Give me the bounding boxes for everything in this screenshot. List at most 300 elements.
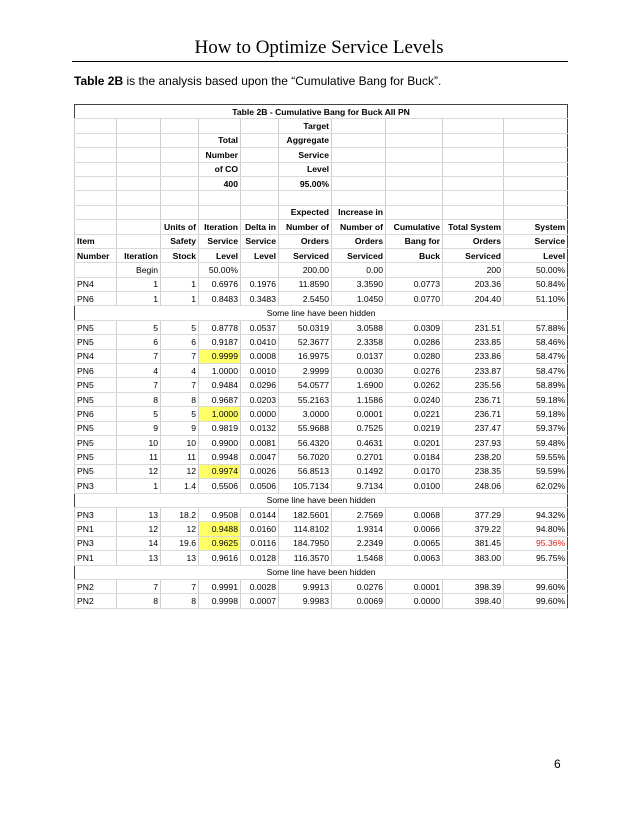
table-cell: 59.37% <box>504 421 568 435</box>
header-cell <box>75 176 117 190</box>
column-header: Cumulative <box>386 220 443 234</box>
table-cell: 50.00% <box>504 263 568 277</box>
page-title: How to Optimize Service Levels <box>194 37 444 58</box>
table-cell: 9.9983 <box>279 594 332 608</box>
column-header: Orders <box>332 234 386 248</box>
item-number-cell: PN3 <box>75 507 117 521</box>
table-row <box>75 392 568 406</box>
item-number-cell: PN5 <box>75 392 117 406</box>
header-cell <box>386 176 443 190</box>
table-cell: 59.55% <box>504 450 568 464</box>
table-cell: 0.0219 <box>386 421 443 435</box>
table-cell: 62.02% <box>504 479 568 493</box>
table-cell: 2.2349 <box>332 536 386 550</box>
header-cell: Service <box>279 148 332 162</box>
column-header: Serviced <box>443 248 504 262</box>
table-row <box>75 507 568 521</box>
page-number: 6 <box>554 757 561 771</box>
table-cell: 0.0221 <box>386 407 443 421</box>
column-header: Service <box>241 234 279 248</box>
column-header: Expected <box>279 205 332 219</box>
table-cell: 9.9913 <box>279 579 332 593</box>
empty-cell <box>117 191 161 205</box>
header-cell <box>117 119 161 133</box>
table-cell: 3.3590 <box>332 277 386 291</box>
header-cell <box>386 162 443 176</box>
table-cell: 8 <box>117 594 161 608</box>
header-cell <box>443 162 504 176</box>
column-header <box>241 205 279 219</box>
table-row <box>75 450 568 464</box>
table-cell: 2.3358 <box>332 335 386 349</box>
header-cell <box>241 162 279 176</box>
table-cell: 95.75% <box>504 551 568 565</box>
table-cell: 116.3570 <box>279 551 332 565</box>
header-cell <box>199 119 241 133</box>
table-cell: 0.0276 <box>332 579 386 593</box>
column-header: Units of <box>161 220 199 234</box>
table-row <box>75 579 568 593</box>
table-cell: 0.0001 <box>386 579 443 593</box>
table-cell: 0.0081 <box>241 435 279 449</box>
table-cell: 13 <box>117 507 161 521</box>
table-cell: 0.0030 <box>332 364 386 378</box>
table-cell: 0.0262 <box>386 378 443 392</box>
table-cell: 238.20 <box>443 450 504 464</box>
table-cell: 1.0000 <box>199 407 241 421</box>
header-cell <box>504 162 568 176</box>
table-cell: 233.86 <box>443 349 504 363</box>
table-cell: 9 <box>161 421 199 435</box>
item-number-cell: PN5 <box>75 464 117 478</box>
table-row <box>75 464 568 478</box>
header-cell <box>241 176 279 190</box>
table-cell: 0.9625 <box>199 536 241 550</box>
table-cell: 0.0116 <box>241 536 279 550</box>
table-cell: 0.3483 <box>241 292 279 306</box>
table-cell: 2.5450 <box>279 292 332 306</box>
table-cell: 5 <box>117 407 161 421</box>
empty-cell <box>161 191 199 205</box>
table-cell: 50.00% <box>199 263 241 277</box>
bang-for-buck-table <box>74 104 568 609</box>
table-cell: 248.06 <box>443 479 504 493</box>
column-header: Iteration <box>199 220 241 234</box>
table-cell: 114.8102 <box>279 522 332 536</box>
item-number-cell: PN1 <box>75 551 117 565</box>
column-header <box>161 205 199 219</box>
table-cell: 7 <box>161 378 199 392</box>
column-header: Serviced <box>332 248 386 262</box>
item-number-cell: PN5 <box>75 450 117 464</box>
header-cell <box>332 119 386 133</box>
table-cell: 52.3677 <box>279 335 332 349</box>
header-cell <box>332 162 386 176</box>
column-header: Level <box>199 248 241 262</box>
table-cell: 16.9975 <box>279 349 332 363</box>
header-cell <box>332 148 386 162</box>
table-cell: 379.22 <box>443 522 504 536</box>
intro-text: is the analysis based upon the “Cumulative Bang for Buck”. <box>123 74 442 88</box>
table-cell: 0.0773 <box>386 277 443 291</box>
table-cell: 203.36 <box>443 277 504 291</box>
item-number-cell: PN3 <box>75 479 117 493</box>
table-cell: 0.0008 <box>241 349 279 363</box>
table-cell: 1.5468 <box>332 551 386 565</box>
table-cell: 59.18% <box>504 407 568 421</box>
column-header: Level <box>504 248 568 262</box>
table-row <box>75 349 568 363</box>
table-cell: 11 <box>161 450 199 464</box>
table-cell: 4 <box>117 364 161 378</box>
table-cell: 0.0063 <box>386 551 443 565</box>
table-cell: 235.56 <box>443 378 504 392</box>
header-cell <box>241 148 279 162</box>
table-cell: 0.0068 <box>386 507 443 521</box>
header-cell <box>332 133 386 147</box>
column-header: Number of <box>332 220 386 234</box>
item-number-cell: PN4 <box>75 277 117 291</box>
table-cell: 0.9819 <box>199 421 241 435</box>
header-cell: Target <box>279 119 332 133</box>
table-cell: 58.46% <box>504 335 568 349</box>
table-cell: 54.0577 <box>279 378 332 392</box>
table-cell: 14 <box>117 536 161 550</box>
table-row <box>75 407 568 421</box>
header-cell <box>75 133 117 147</box>
table-cell: 0.0280 <box>386 349 443 363</box>
header-cell: of CO <box>199 162 241 176</box>
table-cell: 0.8778 <box>199 320 241 334</box>
table-cell: 1.4 <box>161 479 199 493</box>
item-number-cell: PN3 <box>75 536 117 550</box>
column-header <box>443 205 504 219</box>
table-cell: 231.51 <box>443 320 504 334</box>
header-cell <box>241 133 279 147</box>
hidden-lines-note: Some line have been hidden <box>75 565 568 579</box>
table-cell: 0.0286 <box>386 335 443 349</box>
hidden-lines-note-row <box>75 565 568 579</box>
header-cell <box>117 148 161 162</box>
empty-cell <box>504 191 568 205</box>
hidden-lines-note-row <box>75 306 568 320</box>
table-cell: 0.0160 <box>241 522 279 536</box>
table-cell: 56.7020 <box>279 450 332 464</box>
table-cell: 184.7950 <box>279 536 332 550</box>
table-cell: 0.1976 <box>241 277 279 291</box>
table-cell: 1.9314 <box>332 522 386 536</box>
column-header: Stock <box>161 248 199 262</box>
table-cell: 12 <box>161 522 199 536</box>
table-cell: 0.0100 <box>386 479 443 493</box>
item-number-cell: PN5 <box>75 421 117 435</box>
table-cell: 8 <box>161 392 199 406</box>
item-number-cell: PN5 <box>75 435 117 449</box>
header-cell <box>161 176 199 190</box>
table-cell <box>161 263 199 277</box>
table-cell: 0.7525 <box>332 421 386 435</box>
table-cell: 182.5601 <box>279 507 332 521</box>
table-cell: 8 <box>117 392 161 406</box>
table-cell: 233.85 <box>443 335 504 349</box>
table-row <box>75 421 568 435</box>
table-cell: 7 <box>161 579 199 593</box>
empty-cell <box>443 191 504 205</box>
table-cell: 18.2 <box>161 507 199 521</box>
header-cell: 400 <box>199 176 241 190</box>
header-cell <box>386 133 443 147</box>
table-cell: 0.0000 <box>386 594 443 608</box>
table-cell: 4 <box>161 364 199 378</box>
column-header: Service <box>199 234 241 248</box>
header-cell <box>443 119 504 133</box>
table-cell: 1.0000 <box>199 364 241 378</box>
table-cell: 10 <box>117 435 161 449</box>
table-cell: 1.1586 <box>332 392 386 406</box>
table-cell: 0.0007 <box>241 594 279 608</box>
column-header <box>117 205 161 219</box>
empty-cell <box>199 191 241 205</box>
header-cell <box>504 176 568 190</box>
column-header: Buck <box>386 248 443 262</box>
table-cell: 50.84% <box>504 277 568 291</box>
header-cell: 95.00% <box>279 176 332 190</box>
table-cell: 381.45 <box>443 536 504 550</box>
table-cell: 1 <box>117 277 161 291</box>
table-cell: 0.0047 <box>241 450 279 464</box>
table-cell: 11.8590 <box>279 277 332 291</box>
item-number-cell: PN2 <box>75 594 117 608</box>
table-cell: 383.00 <box>443 551 504 565</box>
hidden-lines-note-row <box>75 493 568 507</box>
header-cell <box>117 162 161 176</box>
table-cell: 0.0770 <box>386 292 443 306</box>
column-header <box>199 205 241 219</box>
table-cell: 0.0240 <box>386 392 443 406</box>
table-cell: Begin <box>117 263 161 277</box>
table-cell: 0.0296 <box>241 378 279 392</box>
column-header <box>117 220 161 234</box>
item-number-cell <box>75 263 117 277</box>
empty-cell <box>386 191 443 205</box>
table-cell: 59.18% <box>504 392 568 406</box>
column-header: Number <box>75 248 117 262</box>
table-cell: 57.88% <box>504 320 568 334</box>
header-cell <box>386 148 443 162</box>
header-cell <box>117 133 161 147</box>
table-cell: 0.6976 <box>199 277 241 291</box>
table-cell: 236.71 <box>443 407 504 421</box>
table-cell: 56.8513 <box>279 464 332 478</box>
header-cell <box>443 176 504 190</box>
header-cell <box>504 133 568 147</box>
table-cell: 0.0276 <box>386 364 443 378</box>
table-cell: 1.0450 <box>332 292 386 306</box>
table-cell: 0.0201 <box>386 435 443 449</box>
table-cell: 0.2701 <box>332 450 386 464</box>
table-cell: 11 <box>117 450 161 464</box>
table-cell: 377.29 <box>443 507 504 521</box>
table-cell: 0.9616 <box>199 551 241 565</box>
hidden-lines-note: Some line have been hidden <box>75 306 568 320</box>
table-cell: 0.0066 <box>386 522 443 536</box>
item-number-cell: PN5 <box>75 335 117 349</box>
table-cell: 58.47% <box>504 349 568 363</box>
table-row <box>75 536 568 550</box>
table-cell: 200.00 <box>279 263 332 277</box>
table-cell: 0.0026 <box>241 464 279 478</box>
table-caption: Table 2B - Cumulative Bang for Buck All PN <box>75 105 568 119</box>
header-cell <box>504 148 568 162</box>
table-cell: 7 <box>117 378 161 392</box>
table-cell: 5 <box>161 407 199 421</box>
table-cell: 0.00 <box>332 263 386 277</box>
item-number-cell: PN6 <box>75 407 117 421</box>
table-cell: 13 <box>161 551 199 565</box>
table-cell: 0.9998 <box>199 594 241 608</box>
header-cell <box>161 148 199 162</box>
table-cell: 6 <box>117 335 161 349</box>
table-cell: 0.0184 <box>386 450 443 464</box>
table-row <box>75 277 568 291</box>
table-cell: 7 <box>161 349 199 363</box>
table-cell: 1.6900 <box>332 378 386 392</box>
column-header-row <box>75 248 568 262</box>
column-header: System <box>504 220 568 234</box>
header-cell <box>161 119 199 133</box>
column-header: Orders <box>279 234 332 248</box>
table-cell: 1 <box>117 292 161 306</box>
intro-paragraph <box>74 74 441 88</box>
spacer-row <box>75 191 568 205</box>
item-number-cell: PN6 <box>75 292 117 306</box>
header-cell <box>386 119 443 133</box>
table-cell: 0.5506 <box>199 479 241 493</box>
column-header <box>75 205 117 219</box>
header-row <box>75 133 568 147</box>
column-header: Total System <box>443 220 504 234</box>
table-cell: 19.6 <box>161 536 199 550</box>
title-underline <box>72 61 568 62</box>
table-cell: 5 <box>161 320 199 334</box>
table-cell: 0.0537 <box>241 320 279 334</box>
table-cell: 58.47% <box>504 364 568 378</box>
table-cell: 0.9999 <box>199 349 241 363</box>
table-cell: 3.0588 <box>332 320 386 334</box>
table-row <box>75 435 568 449</box>
table-cell: 0.9508 <box>199 507 241 521</box>
header-cell <box>161 133 199 147</box>
column-header: Service <box>504 234 568 248</box>
column-header: Increase in <box>332 205 386 219</box>
table-row <box>75 364 568 378</box>
item-number-cell: PN2 <box>75 579 117 593</box>
hidden-lines-note: Some line have been hidden <box>75 493 568 507</box>
item-number-cell: PN5 <box>75 320 117 334</box>
table-cell <box>241 263 279 277</box>
table-row <box>75 263 568 277</box>
table-cell: 0.4631 <box>332 435 386 449</box>
table-cell: 0.0065 <box>386 536 443 550</box>
table-row <box>75 292 568 306</box>
table-cell: 0.9187 <box>199 335 241 349</box>
table-cell: 13 <box>117 551 161 565</box>
table-row <box>75 378 568 392</box>
table-cell: 237.93 <box>443 435 504 449</box>
header-cell: Number <box>199 148 241 162</box>
table-cell: 7 <box>117 579 161 593</box>
table-cell: 10 <box>161 435 199 449</box>
table-row <box>75 335 568 349</box>
table-cell: 1 <box>161 292 199 306</box>
table-cell: 2.7569 <box>332 507 386 521</box>
table-cell: 58.89% <box>504 378 568 392</box>
empty-cell <box>279 191 332 205</box>
column-header-row <box>75 205 568 219</box>
column-header: Number of <box>279 220 332 234</box>
table-cell: 7 <box>117 349 161 363</box>
header-cell <box>75 162 117 176</box>
header-cell <box>117 176 161 190</box>
header-cell <box>75 119 117 133</box>
item-number-cell: PN4 <box>75 349 117 363</box>
column-header: Level <box>241 248 279 262</box>
column-header-row <box>75 234 568 248</box>
table-cell: 204.40 <box>443 292 504 306</box>
table-row <box>75 320 568 334</box>
table-cell: 0.0203 <box>241 392 279 406</box>
table-cell: 0.0144 <box>241 507 279 521</box>
table-cell: 50.0319 <box>279 320 332 334</box>
table-cell: 237.47 <box>443 421 504 435</box>
table-cell: 0.9900 <box>199 435 241 449</box>
header-row <box>75 119 568 133</box>
header-cell <box>332 176 386 190</box>
table-cell: 0.9974 <box>199 464 241 478</box>
column-header: Orders <box>443 234 504 248</box>
table-cell: 2.9999 <box>279 364 332 378</box>
header-cell <box>75 148 117 162</box>
column-header <box>504 205 568 219</box>
header-cell <box>241 119 279 133</box>
table-cell: 0.9948 <box>199 450 241 464</box>
column-header <box>117 234 161 248</box>
table-cell: 0.8483 <box>199 292 241 306</box>
empty-cell <box>75 191 117 205</box>
table-cell: 398.39 <box>443 579 504 593</box>
table-cell: 56.4320 <box>279 435 332 449</box>
table-row <box>75 479 568 493</box>
table-cell: 6 <box>161 335 199 349</box>
table-cell: 99.60% <box>504 579 568 593</box>
table-cell: 9 <box>117 421 161 435</box>
table-cell: 0.0010 <box>241 364 279 378</box>
intro-table-ref: Table 2B <box>74 74 124 88</box>
header-cell: Level <box>279 162 332 176</box>
table-cell: 55.2163 <box>279 392 332 406</box>
table-cell: 200 <box>443 263 504 277</box>
column-header-row <box>75 220 568 234</box>
column-header: Bang for <box>386 234 443 248</box>
header-cell: Total <box>199 133 241 147</box>
table-cell: 0.0001 <box>332 407 386 421</box>
table-cell: 95.36% <box>504 536 568 550</box>
item-number-cell: PN6 <box>75 364 117 378</box>
table-cell: 0.0410 <box>241 335 279 349</box>
table-cell: 1 <box>117 479 161 493</box>
header-cell <box>443 148 504 162</box>
column-header <box>75 220 117 234</box>
